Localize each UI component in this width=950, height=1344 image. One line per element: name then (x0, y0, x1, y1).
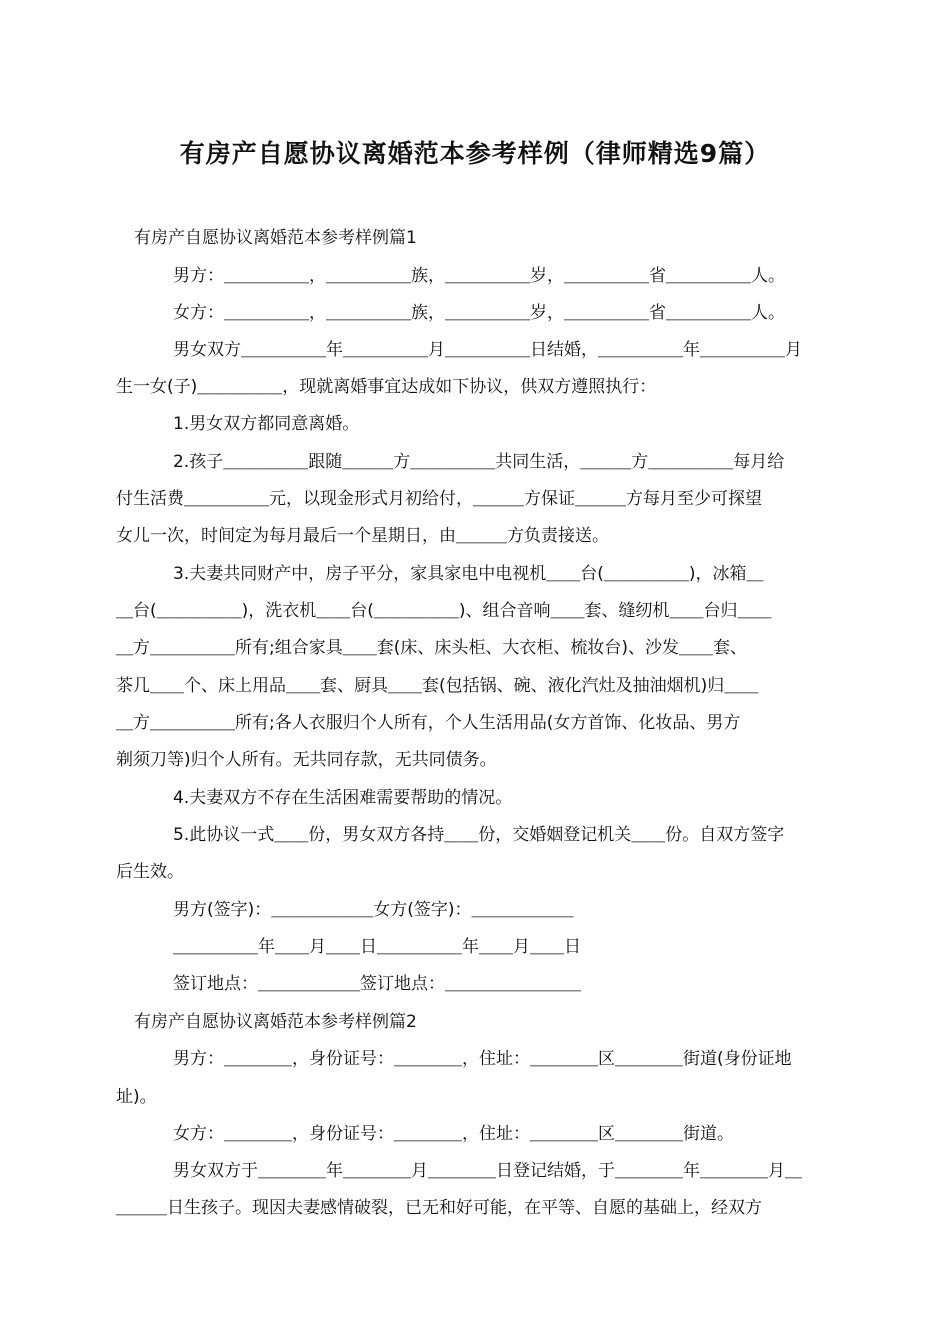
paragraph-line: 2.孩子＿＿＿＿＿跟随＿＿＿方＿＿＿＿＿共同生活，＿＿＿方＿＿＿＿＿每月给 (173, 452, 785, 472)
paragraph-line: 5.此协议一式＿＿份，男女双方各持＿＿份，交婚姻登记机关＿＿份。自双方签字 (173, 825, 785, 845)
section-heading-2: 有房产自愿协议离婚范本参考样例篇2 (134, 1012, 417, 1032)
paragraph-line: 1.男女双方都同意离婚。 (173, 414, 360, 434)
paragraph-line: 4.夫妻双方不存在生活困难需要帮助的情况。 (173, 788, 513, 808)
paragraph-line: 址)。 (116, 1087, 157, 1107)
paragraph-line: ＿方＿＿＿＿＿所有;各人衣服归个人所有，个人生活用品(女方首饰、化妆品、男方 (116, 713, 741, 733)
paragraph-line: 茶几＿＿个、床上用品＿＿套、厨具＿＿套(包括锅、碗、液化汽灶及抽油烟机)归＿＿ (116, 676, 759, 696)
paragraph-line: ＿方＿＿＿＿＿所有;组合家具＿＿套(床、床头柜、大衣柜、梳妆台)、沙发＿＿套、 (116, 638, 747, 658)
paragraph-line: ＿台(＿＿＿＿＿)，洗衣机＿＿台(＿＿＿＿＿)、组合音响＿＿套、缝纫机＿＿台归＿＿ (116, 601, 772, 621)
location-line: 签订地点：＿＿＿＿＿＿签订地点：＿＿＿＿＿＿＿＿ (173, 974, 581, 994)
paragraph-line: 男女双方＿＿＿＿＿年＿＿＿＿＿月＿＿＿＿＿日结婚，＿＿＿＿＿年＿＿＿＿＿月 (173, 340, 802, 360)
paragraph-line: 3.夫妻共同财产中，房子平分，家具家电中电视机＿＿台(＿＿＿＿＿)，冰箱＿ (173, 564, 764, 584)
paragraph-line: 后生效。 (116, 862, 184, 882)
paragraph-line: 女方：＿＿＿＿＿，＿＿＿＿＿族，＿＿＿＿＿岁，＿＿＿＿＿省＿＿＿＿＿人。 (173, 303, 785, 323)
paragraph-line: 剃须刀等)归个人所有。无共同存款，无共同债务。 (116, 750, 497, 770)
paragraph-line: 男女双方于＿＿＿＿年＿＿＿＿月＿＿＿＿日登记结婚，于＿＿＿＿年＿＿＿＿月＿ (173, 1161, 802, 1181)
paragraph-line: 女方：＿＿＿＿，身份证号：＿＿＿＿，住址：＿＿＿＿区＿＿＿＿街道。 (173, 1124, 734, 1144)
paragraph-line: 男方：＿＿＿＿，身份证号：＿＿＿＿，住址：＿＿＿＿区＿＿＿＿街道(身份证地 (173, 1049, 792, 1069)
paragraph-line: 生一女(子)＿＿＿＿＿，现就离婚事宜达成如下协议，供双方遵照执行： (116, 377, 657, 397)
section-heading-1: 有房产自愿协议离婚范本参考样例篇1 (134, 228, 417, 248)
paragraph-line: 男方：＿＿＿＿＿，＿＿＿＿＿族，＿＿＿＿＿岁，＿＿＿＿＿省＿＿＿＿＿人。 (173, 266, 785, 286)
signature-line: 男方(签字)：＿＿＿＿＿＿女方(签字)：＿＿＿＿＿＿ (173, 900, 574, 920)
document-title: 有房产自愿协议离婚范本参考样例（律师精选9篇） (179, 139, 771, 168)
paragraph-line: ＿＿＿日生孩子。现因夫妻感情破裂，已无和好可能，在平等、自愿的基础上，经双方 (116, 1198, 762, 1218)
date-line: ＿＿＿＿＿年＿＿月＿＿日＿＿＿＿＿年＿＿月＿＿日 (173, 937, 581, 957)
paragraph-line: 女儿一次，时间定为每月最后一个星期日，由＿＿＿方负责接送。 (116, 526, 609, 546)
paragraph-line: 付生活费＿＿＿＿＿元，以现金形式月初给付，＿＿＿方保证＿＿＿方每月至少可探望 (116, 489, 762, 509)
